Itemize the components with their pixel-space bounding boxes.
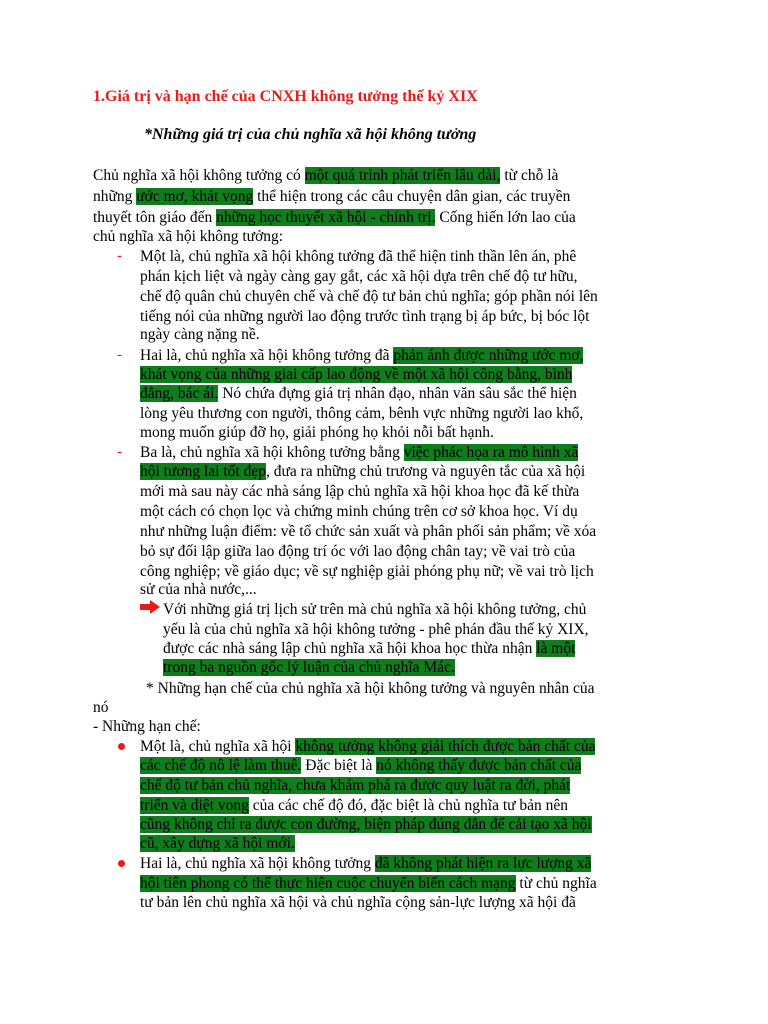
limits-title-line-2: nó <box>93 699 109 716</box>
value-two-line-1 <box>140 346 583 365</box>
value-one-line-4: tiếng nói của những người lao động trước tình trạng bị áp bức, bị bóc lột <box>140 308 590 325</box>
value-two-line-4: lòng yêu thương con người, thông cảm, bênh vực những người lao khổ, <box>140 405 584 422</box>
text-run: thuyết tôn giáo đến <box>93 209 217 226</box>
text-run: Hai là, chủ nghĩa xã hội không tưởng đã <box>140 347 394 364</box>
text-run: Chủ nghĩa xã hội không tưởng có <box>93 167 305 184</box>
highlighted-text: việc phác họa ra mô hình xã <box>403 444 579 461</box>
text-run: Một là, chủ nghĩa xã hội <box>140 738 296 755</box>
highlighted-text: chế độ tư bản chủ nghĩa, chưa khám phá ra được quy luật ra đời, phát <box>140 777 571 794</box>
section-heading: 1.Giá trị và hạn chế của CNXH không tưởng thế kỷ XIX <box>93 88 478 105</box>
highlighted-text: đẳng, bác ái. <box>140 385 219 402</box>
text-run: được các nhà sáng lập chủ nghĩa xã hội khoa học thừa nhận <box>163 640 537 657</box>
limit-one-line-2 <box>140 756 581 775</box>
limit-one-line-6 <box>140 834 295 853</box>
highlighted-text: cũng không chỉ ra được con đường, biện pháp đúng đắn để cải tạo xã hội <box>140 816 592 833</box>
limits-title-line-1: * Những hạn chế của chủ nghĩa xã hội không tưởng và nguyên nhân của <box>146 680 595 697</box>
intro-line-4: chủ nghĩa xã hội không tưởng: <box>93 228 284 245</box>
red-dash-icon: - <box>117 248 122 264</box>
limit-one-line-4 <box>140 796 568 815</box>
conclusion-line-2: yếu là của chủ nghĩa xã hội không tưởng - phê phán đầu thế kỷ XIX, <box>163 621 589 638</box>
value-two-line-2 <box>140 365 572 384</box>
value-three-line-1 <box>140 443 578 462</box>
value-one-line-2: phán kịch liệt và ngày càng gay gắt, các xã hội dựa trên chế độ tư hữu, <box>140 268 578 285</box>
text-run: , đưa ra những chủ trương và nguyên tắc của xã hội <box>265 463 586 480</box>
highlighted-text: đã không phát hiện ra lực lượng xã <box>374 855 592 872</box>
value-one-line-1: Một là, chủ nghĩa xã hội không tưởng đã thể hiện tinh thần lên án, phê <box>140 248 577 265</box>
value-three-line-3: mới mà sau này các nhà sáng lập chủ nghĩa xã hội khoa học đã kế thừa <box>140 483 580 500</box>
value-three-line-7: công nghiệp; về giáo dục; về sự nghiệp giải phóng phụ nữ; về vai trò lịch <box>140 563 594 580</box>
value-three-line-2 <box>140 462 585 481</box>
highlighted-text: hội tương lai tốt đẹp <box>140 463 266 480</box>
red-dash-icon: - <box>117 347 122 363</box>
limit-two-line-3: tư bản lên chủ nghĩa xã hội và chủ nghĩa cộng sản-lực lượng xã hội đã <box>140 894 576 911</box>
value-three-line-5: như những luận điểm: về tổ chức sản xuất và phân phối sản phẩm; về xóa <box>140 523 597 540</box>
highlighted-text: không tưởng không giải thích được bản chất của <box>295 738 596 755</box>
intro-line-3 <box>93 208 576 227</box>
highlighted-text: ước mơ, khát vọng <box>136 188 254 205</box>
text-run: thể hiện trong các câu chuyện dân gian, các truyền <box>253 188 571 205</box>
red-dot-icon <box>118 743 125 750</box>
highlighted-text: những học thuyết xã hội - chính trị. <box>216 209 436 226</box>
text-run: từ chỗ là <box>500 167 559 184</box>
red-dash-icon: - <box>117 444 122 460</box>
text-run: Đặc biệt là <box>301 757 377 774</box>
conclusion-line-1: Với những giá trị lịch sử trên mà chủ nghĩa xã hội không tưởng, chủ <box>163 601 587 618</box>
red-dot-icon <box>118 860 125 867</box>
value-three-line-8: sử của nhà nước,... <box>140 581 257 598</box>
highlighted-text: là một <box>536 640 576 657</box>
value-three-line-4: một cách có chọn lọc và chứng minh chúng trên cơ sở khoa học. Ví dụ <box>140 503 578 520</box>
value-three-line-6: bỏ sự đối lập giữa lao động trí óc với lao động chân tay; về vai trò của <box>140 543 576 560</box>
highlighted-text: trong ba nguồn gốc lý luận của chủ nghĩa Mác. <box>163 659 455 676</box>
text-run: những <box>93 188 137 205</box>
text-run: của các chế độ đó, đặc biệt là chủ nghĩa tư bản nên <box>248 797 569 814</box>
limit-one-line-3 <box>140 776 570 795</box>
text-run: từ chủ nghĩa <box>515 875 597 892</box>
highlighted-text: các chế độ nô lệ làm thuê. <box>140 757 302 774</box>
highlighted-text: khát vọng của những giai cấp lao động về một xã hội công bằng, bình <box>140 366 573 383</box>
value-one-line-3: chế độ quân chủ chuyên chế và chế độ tư bản chủ nghĩa; góp phần nói lên <box>140 288 598 305</box>
values-subheading: *Những giá trị của chủ nghĩa xã hội không tưởng <box>144 126 477 143</box>
highlighted-text: nó không thấy được bản chất của <box>376 757 582 774</box>
limit-one-line-5 <box>140 815 592 834</box>
highlighted-text: một quá trình phát triển lâu dài, <box>304 167 501 184</box>
text-run: Hai là, chủ nghĩa xã hội không tưởng <box>140 855 375 872</box>
value-one-line-5: ngày càng nặng nề. <box>140 326 260 343</box>
value-two-line-3 <box>140 384 577 403</box>
highlighted-text: phản ánh được những ước mơ, <box>393 347 584 364</box>
limit-two-line-2 <box>140 874 597 893</box>
text-run: Nó chứa đựng giá trị nhân đạo, nhân văn sâu sắc thể hiện <box>218 385 577 402</box>
intro-line-2 <box>93 187 570 206</box>
limit-one-line-1 <box>140 737 595 756</box>
limits-label: - Những hạn chế: <box>93 718 201 735</box>
conclusion-line-3 <box>163 639 575 658</box>
intro-line-1 <box>93 166 558 185</box>
value-two-line-5: mong muốn giúp đỡ họ, giải phóng họ khỏi nỗi bất hạnh. <box>140 424 494 441</box>
highlighted-text: triển và diệt vong <box>140 797 249 814</box>
limit-two-line-1 <box>140 854 591 873</box>
conclusion-line-4 <box>163 658 455 677</box>
text-run: Ba là, chủ nghĩa xã hội không tưởng bằng <box>140 444 404 461</box>
highlighted-text: cũ, xây dựng xã hội mới. <box>140 835 295 852</box>
text-run: Cống hiến lớn lao của <box>435 209 576 226</box>
highlighted-text: hội tiên phong có thể thực hiện cuộc chuyển biến cách mạng <box>140 875 516 892</box>
red-right-arrow-icon <box>140 600 160 614</box>
